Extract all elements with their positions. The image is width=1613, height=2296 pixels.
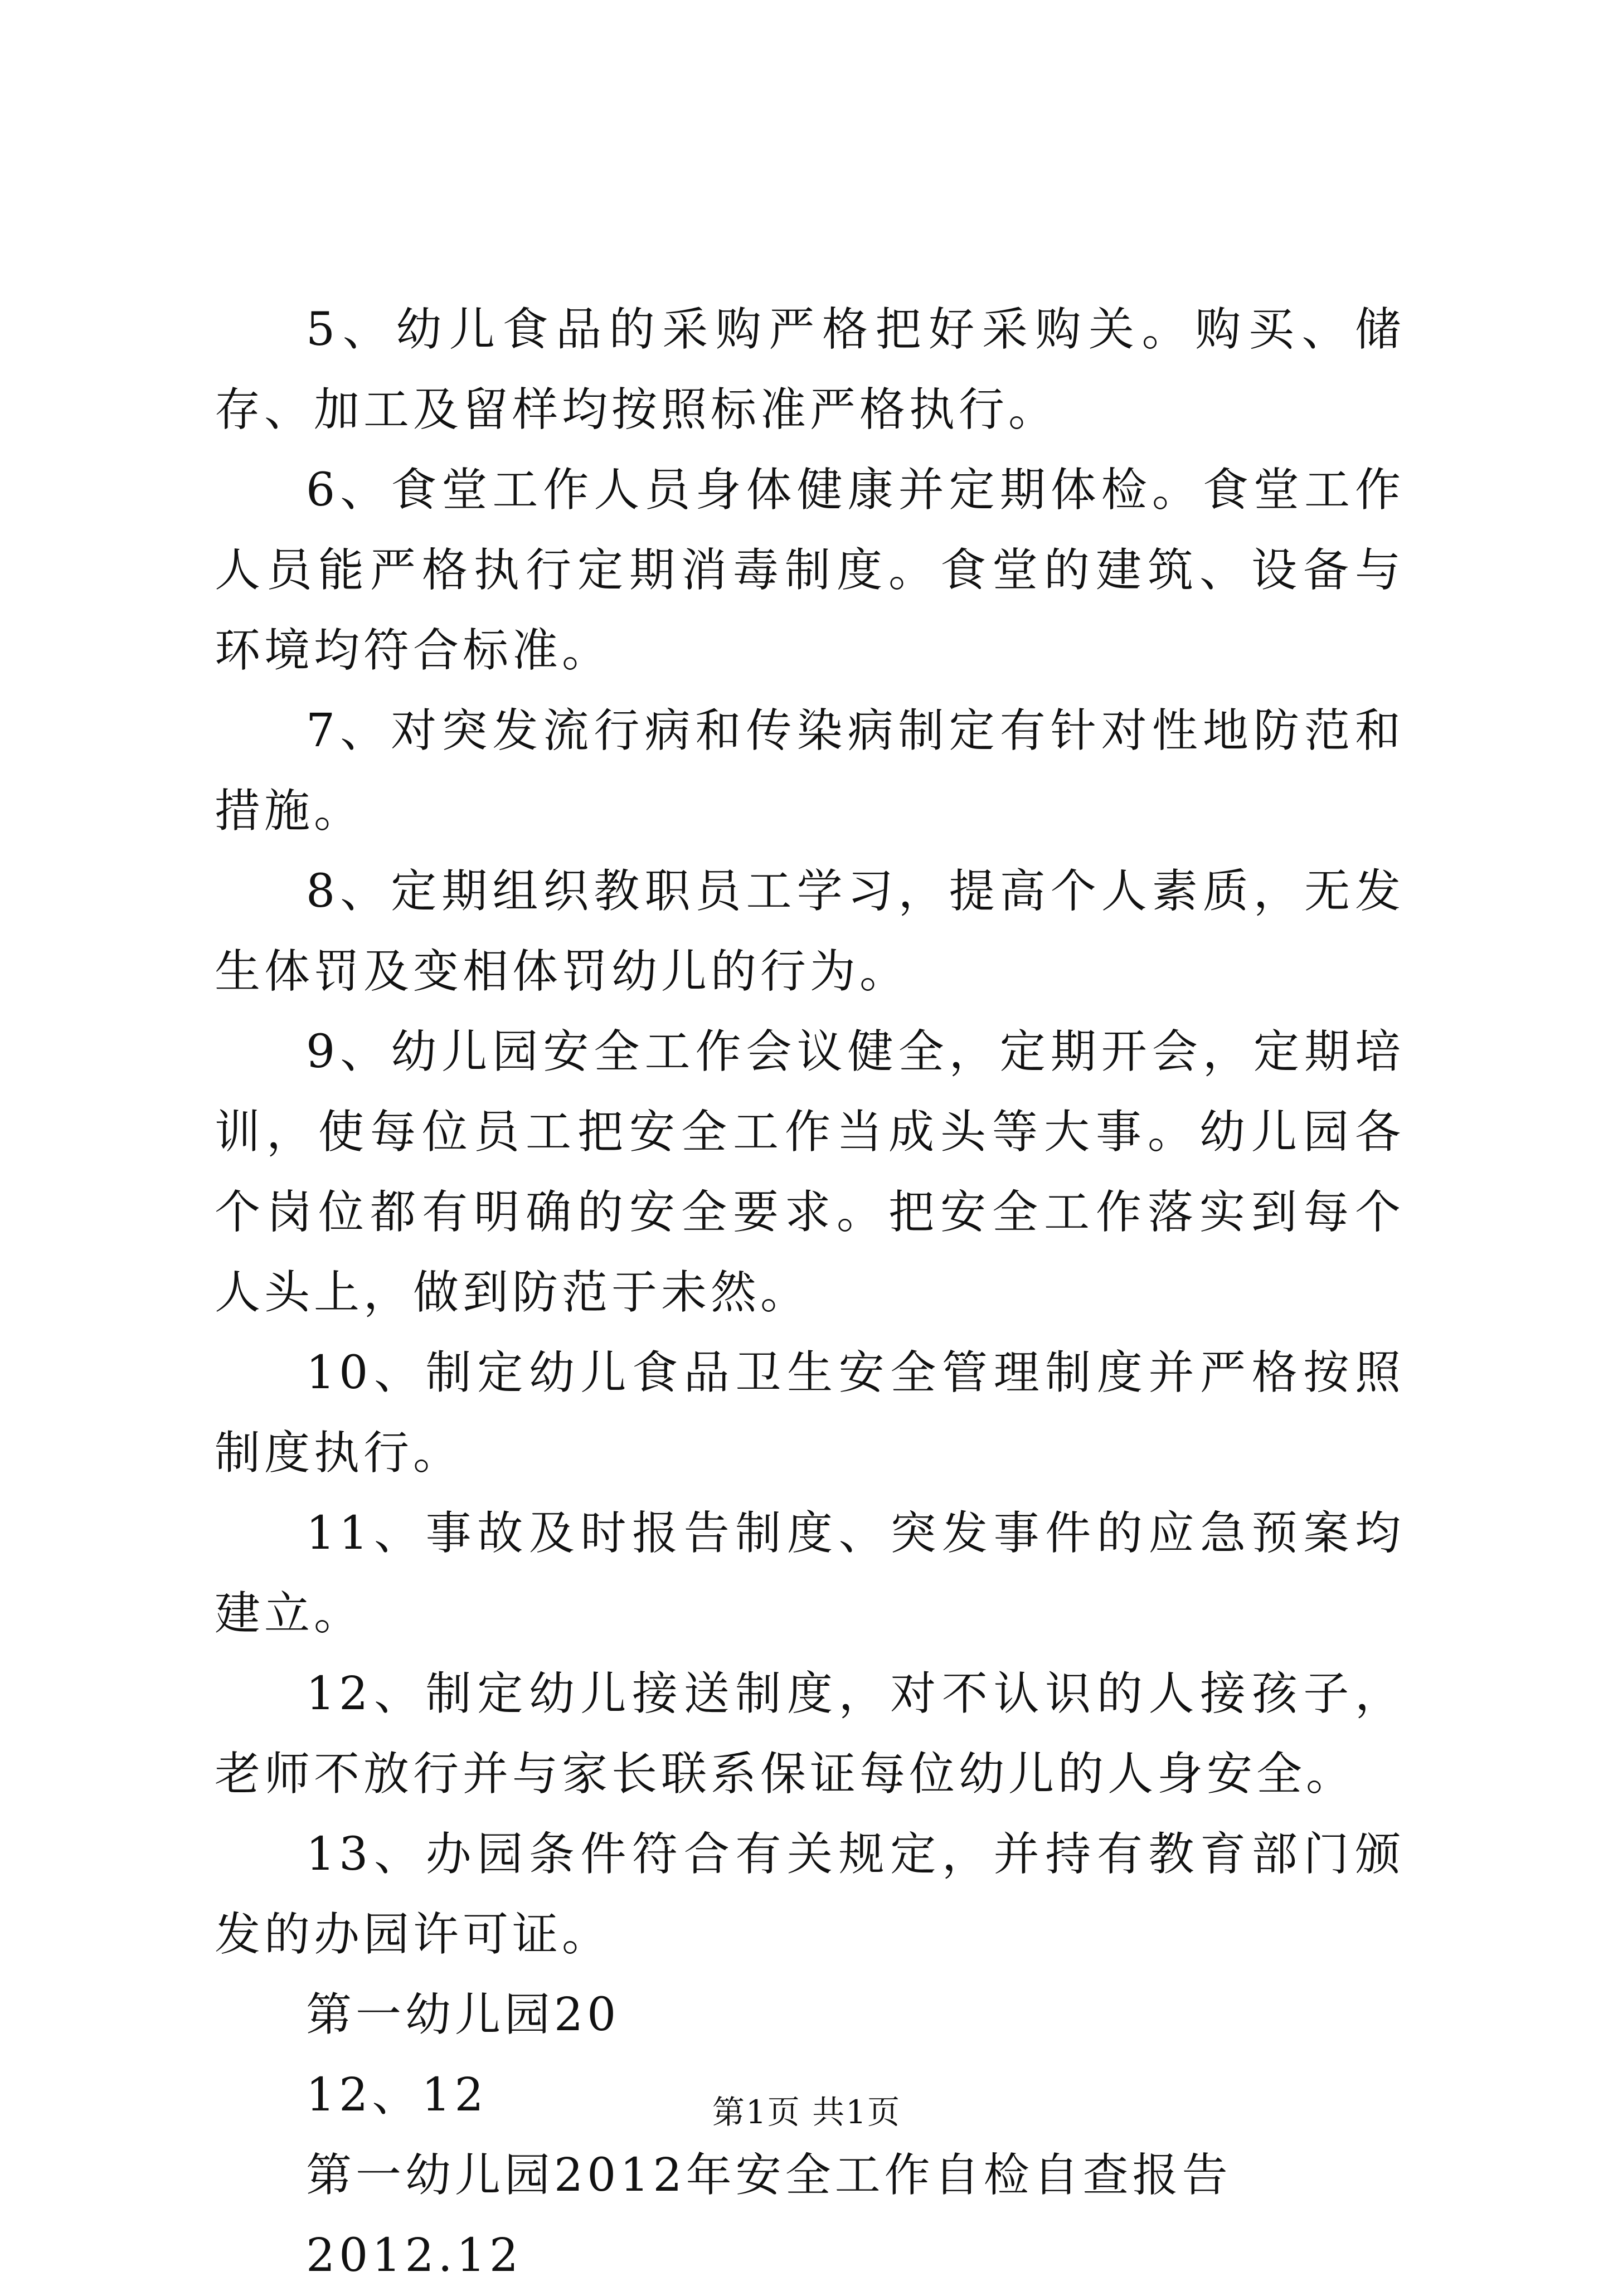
item-6: 6、食堂工作人员身体健康并定期体检。食堂工作人员能严格执行定期消毒制度。食堂的建筑、设备与环境均符合标准。 <box>215 464 1405 677</box>
item-11: 11、事故及时报告制度、突发事件的应急预案均建立。 <box>215 1507 1405 1640</box>
report-date: 2012.12 <box>306 2229 523 2282</box>
report-title: 第一幼儿园2012年安全工作自检自查报告 <box>306 2149 1232 2202</box>
item-8: 8、定期组织教职员工学习，提高个人素质，无发生体罚及变相体罚幼儿的行为。 <box>215 865 1405 998</box>
document-body <box>215 290 1405 2296</box>
item-13: 13、办园条件符合有关规定，并持有教育部门颁发的办园许可证。 <box>215 1828 1405 1961</box>
item-12: 12、制定幼儿接送制度，对不认识的人接孩子，老师不放行并与家长联系保证每位幼儿的人身安全。 <box>215 1667 1405 1801</box>
item-7: 7、对突发流行病和传染病制定有针对性地防范和措施。 <box>215 704 1405 838</box>
signature-date-fragment: 12、12 <box>306 2069 488 2122</box>
item-9: 9、幼儿园安全工作会议健全，定期开会，定期培训，使每位员工把安全工作当成头等大事。幼儿园各个岗位都有明确的安全要求。把安全工作落实到每个人头上，做到防范于未然。 <box>215 1025 1405 1319</box>
item-5: 5、幼儿食品的采购严格把好采购关。购买、储存、加工及留样均按照标准严格执行。 <box>215 303 1405 436</box>
page-footer: 第1页 共1页 <box>712 2093 901 2131</box>
signature-org: 第一幼儿园20 <box>306 1988 620 2041</box>
item-10: 10、制定幼儿食品卫生安全管理制度并严格按照制度执行。 <box>215 1346 1405 1480</box>
